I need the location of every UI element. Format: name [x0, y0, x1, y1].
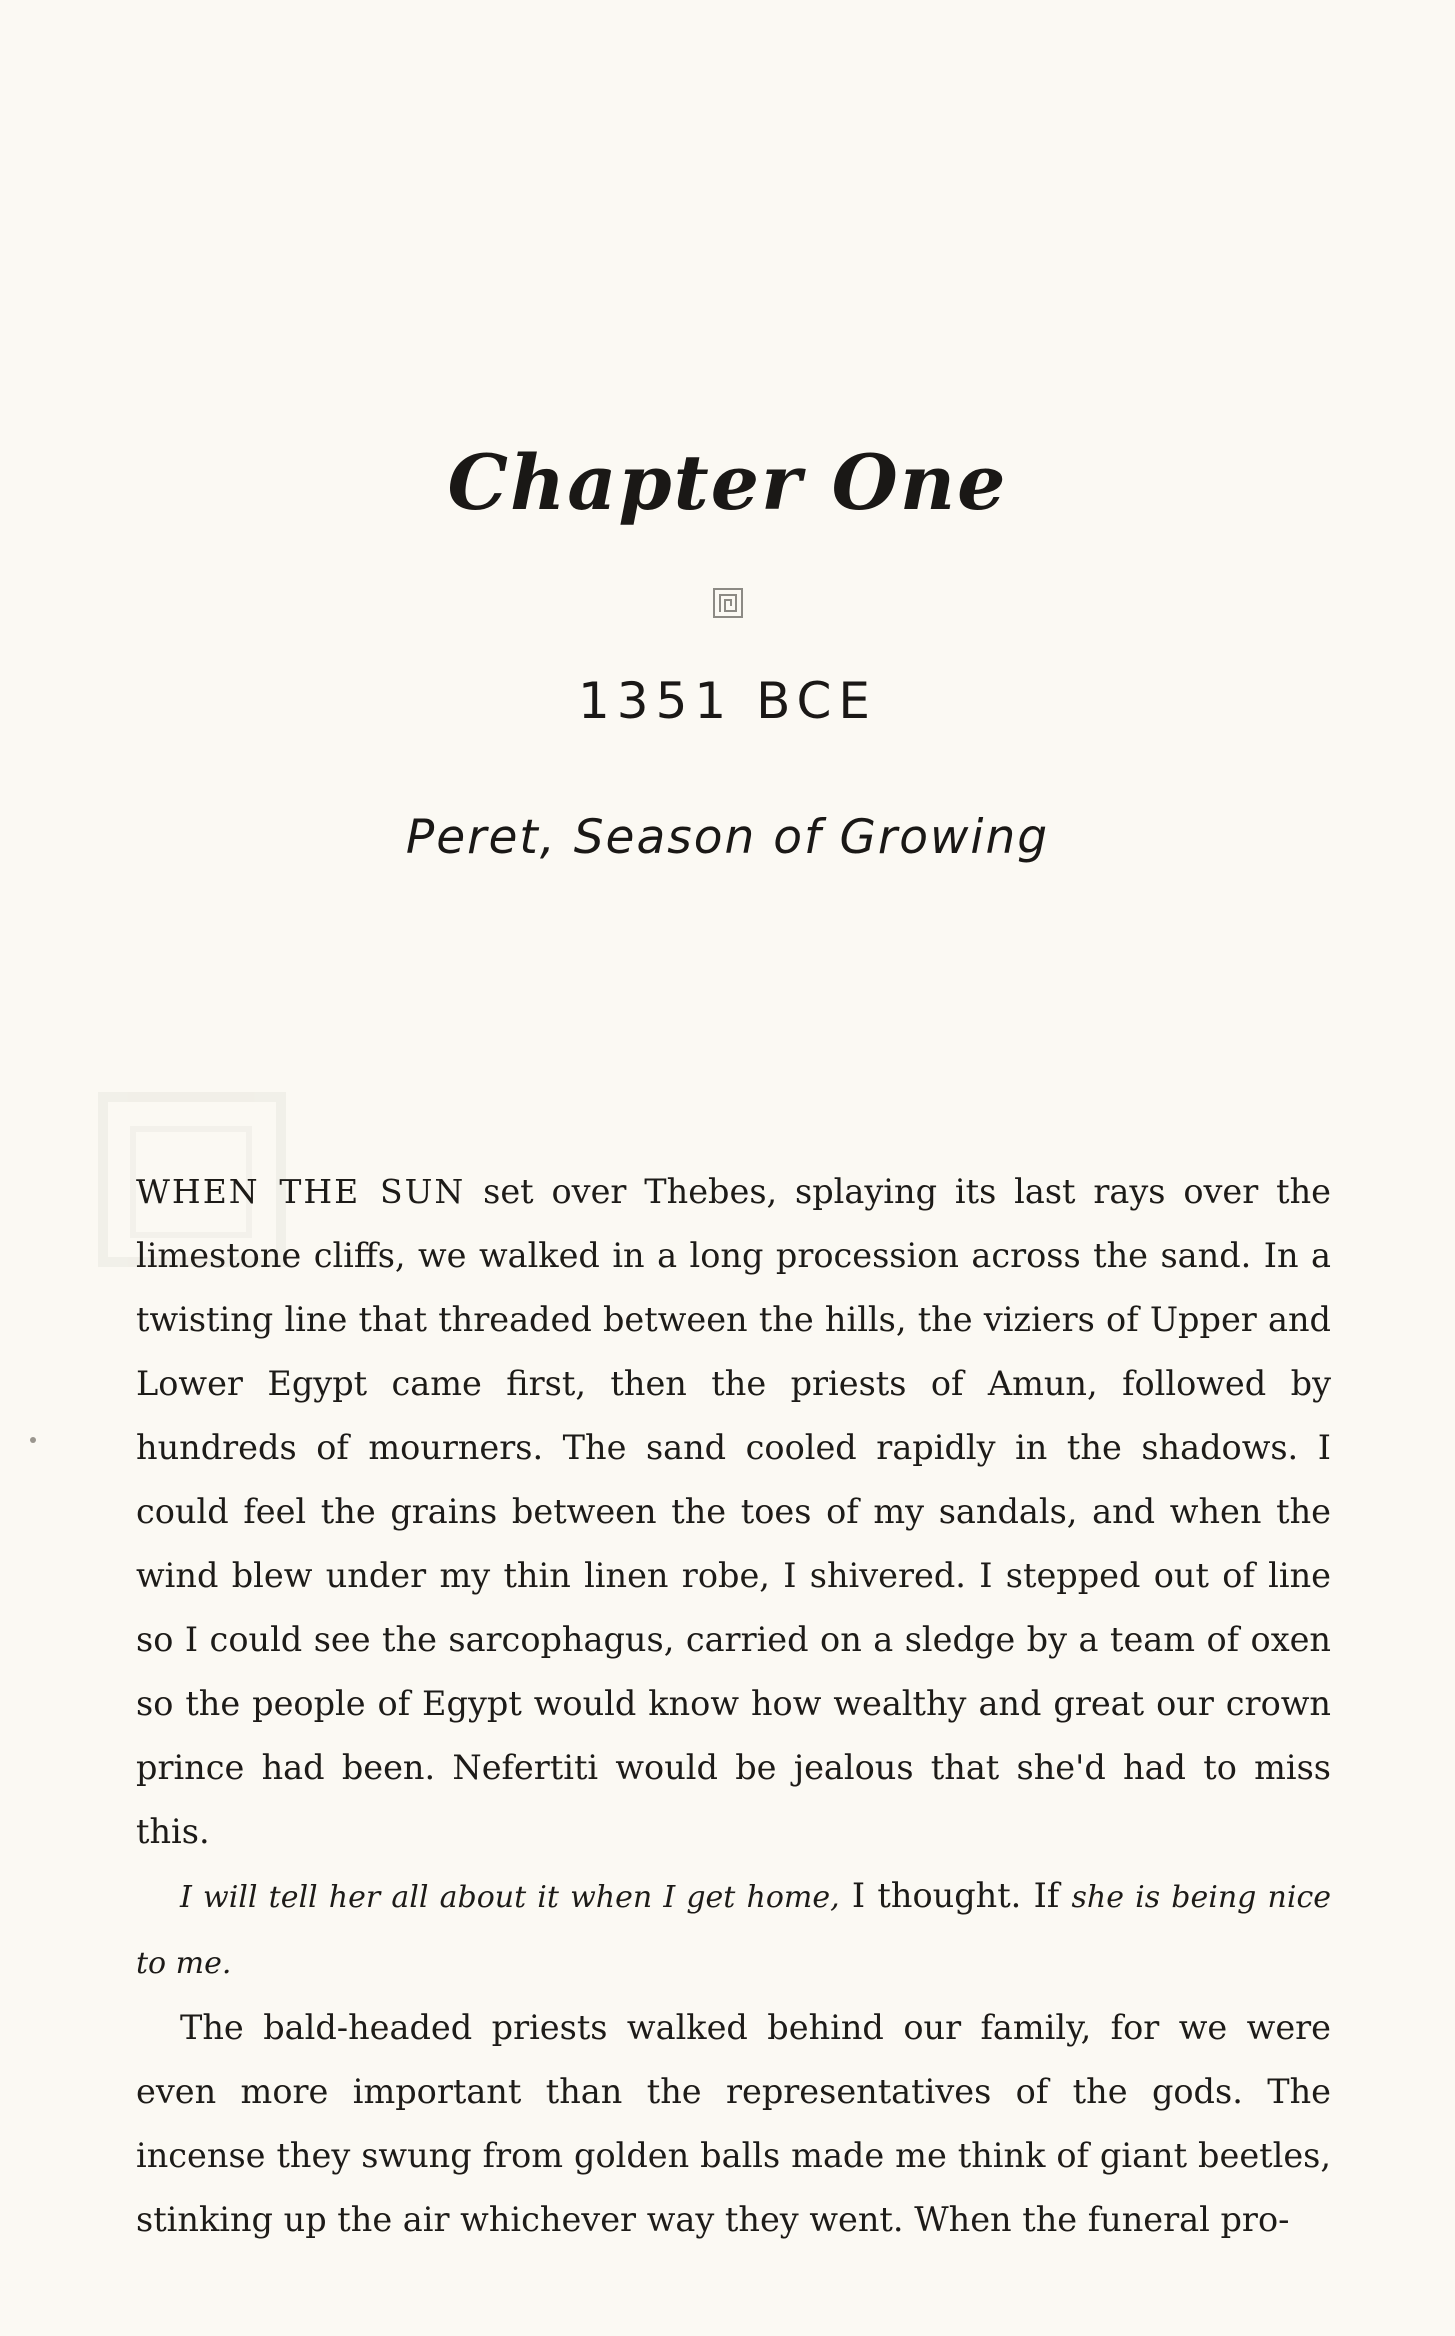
paragraph-2	[136, 1864, 1331, 1996]
body-text	[136, 1160, 1331, 2252]
paragraph-1-text: set over Thebes, splaying its last rays over the limestone cliffs, we walked in a long procession across the sand. In a twisting line that threaded between the hills, the viziers of Upper and Lower Egypt came first, then the priests of Amun, followed by hundreds of mourners. The sand cooled rapidly in the shadows. I could feel the grains between the toes of my sandals, and when the wind blew under my thin linen robe, I shivered. I stepped out of line so I could see the sarcophagus, carried on a sledge by a team of oxen so the people of Egypt would know how wealthy and great our crown prince had been. Nefertiti would be jealous that she'd had to miss this.	[136, 1172, 1331, 1851]
paragraph-2-text: I thought. If	[839, 1876, 1072, 1915]
italic-thought-2: she is being nice to me.	[136, 1880, 1332, 1981]
paragraph-3: The bald-headed priests walked behind our family, for we were even more important than the representatives of the gods. The incense they swung from golden balls made me think of giant beetles, stinking up the air whichever way they went. When the funeral pro-	[136, 2008, 1331, 2239]
meander-ornament-icon	[713, 588, 743, 618]
chapter-subtitle: Peret, Season of Growing	[405, 810, 1050, 865]
paragraph-1	[136, 1160, 1331, 1864]
margin-speck	[30, 1437, 36, 1443]
chapter-title: Chapter One	[447, 438, 1008, 527]
italic-thought-1: I will tell her all about it when I get home,	[180, 1880, 840, 1915]
chapter-year: 1351 BCE	[577, 672, 878, 730]
paragraph-lead-in: WHEN THE SUN	[136, 1172, 466, 1211]
